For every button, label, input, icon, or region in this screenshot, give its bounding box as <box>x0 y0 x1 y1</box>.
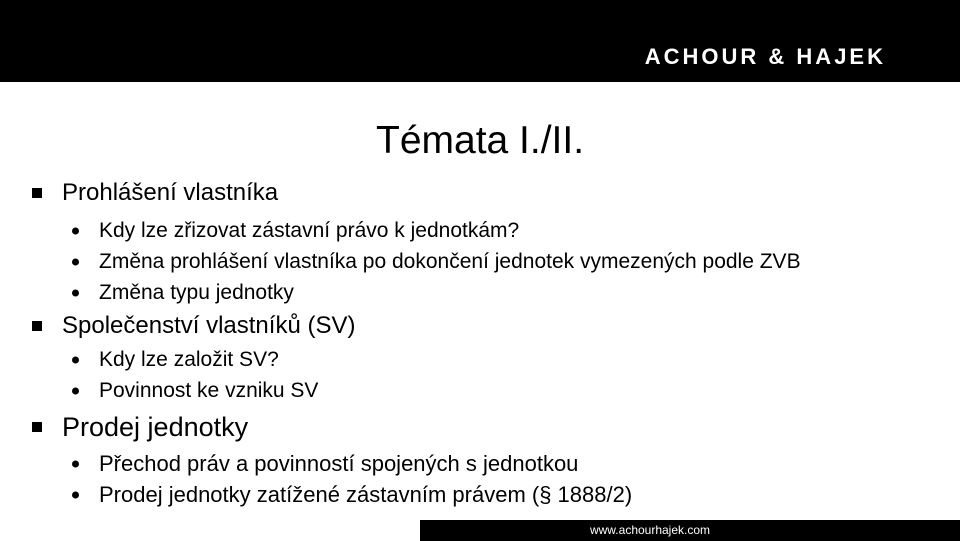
list-item <box>28 448 928 479</box>
list-item-text: Povinnost ke vzniku SV <box>99 379 319 402</box>
round-bullet-icon <box>72 387 79 394</box>
section-heading <box>28 308 928 344</box>
company-logo: ACHOUR & HAJEK <box>644 44 886 69</box>
section-heading-text: Společenství vlastníků (SV) <box>62 312 356 339</box>
header-bar <box>0 0 960 82</box>
square-bullet-icon <box>32 321 42 331</box>
round-bullet-icon <box>72 227 79 234</box>
round-bullet-icon <box>72 356 79 363</box>
list-item <box>28 479 928 510</box>
round-bullet-icon <box>72 460 79 467</box>
round-bullet-icon <box>72 289 79 296</box>
list-item <box>28 375 928 406</box>
footer-url: www.achourhajek.com <box>589 523 711 537</box>
section-heading-text: Prodej jednotky <box>62 412 249 442</box>
slide-title: Témata I./II. <box>376 119 585 162</box>
round-bullet-icon <box>72 491 79 498</box>
list-item-text: Prodej jednotky zatížené zástavním právem (§ 1888/2) <box>99 482 633 507</box>
list-item-text: Kdy lze zřizovat zástavní právo k jednotkám? <box>99 219 520 242</box>
list-item <box>28 246 928 277</box>
footer-bar <box>420 520 960 541</box>
section-heading-text: Prohlášení vlastníka <box>62 179 279 206</box>
list-item <box>28 344 928 375</box>
section-heading <box>28 176 928 210</box>
square-bullet-icon <box>32 422 42 432</box>
list-item-text: Změna prohlášení vlastníka po dokončení jednotek vymezených podle ZVB <box>99 250 801 273</box>
round-bullet-icon <box>72 258 79 265</box>
section-heading <box>28 406 928 448</box>
list-item-text: Přechod práv a povinností spojených s jednotkou <box>99 451 579 476</box>
list-item-text: Změna typu jednotky <box>99 281 294 304</box>
list-item <box>28 215 928 246</box>
list-item <box>28 277 928 308</box>
square-bullet-icon <box>32 188 42 198</box>
list-item-text: Kdy lze založit SV? <box>99 348 279 371</box>
slide-content <box>28 176 928 510</box>
